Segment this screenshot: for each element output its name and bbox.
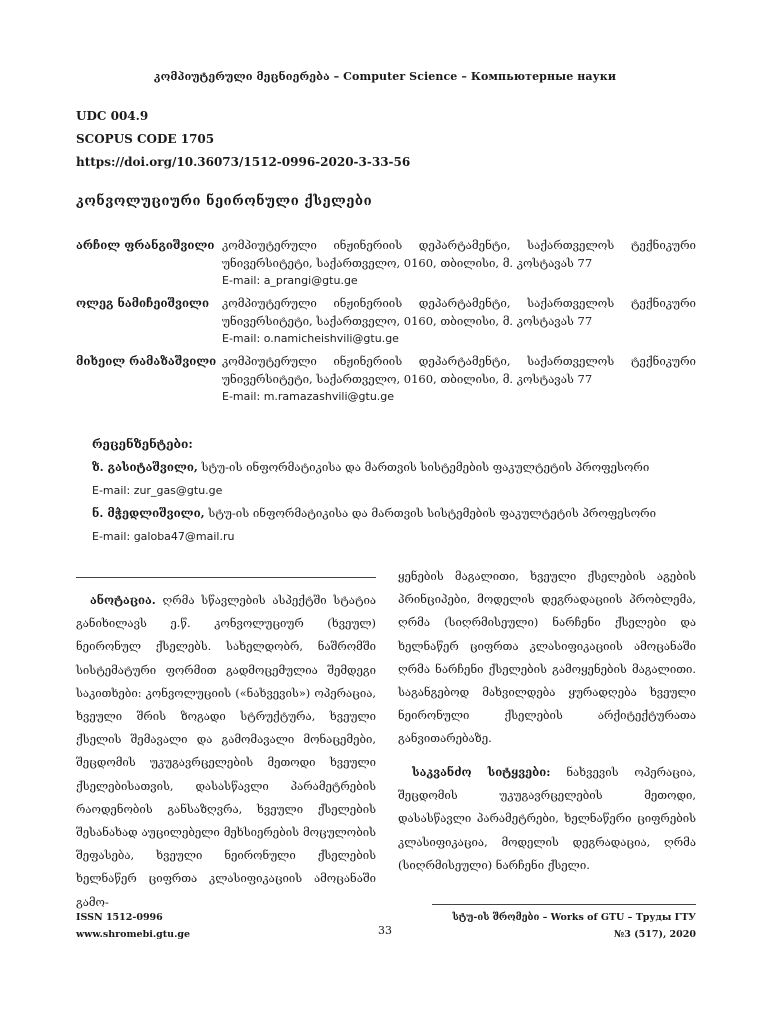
- author-affiliation: [222, 294, 696, 348]
- author-email[interactable]: E-mail: m.ramazashvili@gtu.ge: [222, 390, 395, 403]
- reviewer-email[interactable]: E-mail: galoba47@mail.ru: [92, 530, 235, 543]
- issn: ISSN 1512-0996: [76, 912, 163, 923]
- abstract-paragraph: [76, 589, 376, 914]
- author-affiliation: [222, 236, 696, 290]
- article-title: კონვოლუციური ნეირონული ქსელები: [76, 194, 373, 209]
- reviewer-role: სტუ-ის ინფორმატიკისა და მართვის სისტემების ფაკულტეტის პროფესორი: [197, 460, 650, 474]
- reviewer-name: ნ. მჭედლიშვილი,: [92, 506, 205, 520]
- issue-number: №3 (517), 2020: [613, 929, 696, 940]
- article-identifiers: [76, 105, 410, 174]
- journal-name: სტუ-ის შრომები – Works of GTU – Труды ГТУ: [452, 912, 696, 923]
- reviewer-name: ზ. გასიტაშვილი,: [92, 460, 198, 474]
- scopus-code: SCOPUS CODE 1705: [76, 132, 215, 146]
- footer-right: [453, 909, 696, 943]
- author-entry: [76, 294, 696, 348]
- running-header: კომპიუტერული მეცნიერება – Computer Science – Компьютерные науки: [153, 70, 617, 83]
- affiliation-line: კომპიუტერული ინჟინერიის დეპარტამენტი, საქართველოს ტექნიკური: [222, 354, 696, 368]
- affiliation-line: უნივერსიტეტი, საქართველო, 0160, თბილისი, მ. კოსტავას 77: [222, 314, 593, 328]
- doi-link[interactable]: https://doi.org/10.36073/1512-0996-2020-3-33-56: [76, 155, 411, 169]
- udc-code: UDC 004.9: [76, 109, 149, 123]
- affiliation-line: კომპიუტერული ინჟინერიის დეპარტამენტი, საქართველოს ტექნიკური: [222, 296, 696, 310]
- author-email[interactable]: E-mail: a_prangi@gtu.ge: [222, 274, 358, 287]
- reviewers-title: რეცენზენტები:: [92, 437, 193, 451]
- author-email[interactable]: E-mail: o.namicheishvili@gtu.ge: [222, 332, 399, 345]
- abstract-label: ანოტაცია.: [90, 593, 156, 607]
- affiliation-line: კომპიუტერული ინჟინერიის დეპარტამენტი, საქართველოს ტექნიკური: [222, 238, 696, 252]
- journal-website[interactable]: www.shromebi.gtu.ge: [76, 929, 191, 940]
- section-divider: [76, 577, 376, 578]
- footer-divider: [432, 904, 696, 905]
- author-entry: [76, 352, 696, 406]
- author-entry: [76, 236, 696, 290]
- author-name: მიხეილ რამაზაშვილი: [76, 354, 217, 368]
- abstract-continuation: ყენების მაგალითი, ხვეული ქსელების აგების პრინციპები, მოდელის დეგრადაციის პრობლემა, ღრმა (სიღრმისეული) ნარჩენი ქსელები და ხელნაწერ ციფრთა კლასიფიკაციის ამოცანაში ღრმა ნარჩენი ქსელების გამოყენების მაგალითი. საგანგებოდ მახვილდება ყურადღება ხვეული ნეირონული ქსელების არქიტექტურათა განვითარებაზე.: [398, 569, 696, 746]
- reviewer-entry: [92, 502, 702, 525]
- author-list: [76, 236, 696, 410]
- reviewer-email[interactable]: E-mail: zur_gas@gtu.ge: [92, 484, 223, 497]
- reviewers-section: [92, 433, 702, 548]
- reviewer-entry: [92, 456, 702, 479]
- keywords-paragraph: [398, 761, 696, 877]
- affiliation-line: უნივერსიტეტი, საქართველო, 0160, თბილისი, მ. კოსტავას 77: [222, 256, 593, 270]
- keywords-text: ნახვევის ოპერაცია, შეცდომის უკუგავრცელების მეთოდი, დასასწავლი პარამეტრები, ხელნაწერი ციფრების კლასიფიკაცია, მოდელის დეგრადაცია, ღრმა (სიღრმისეული) ნარჩენი ქსელი.: [398, 765, 696, 872]
- reviewer-role: სტუ-ის ინფორმატიკისა და მართვის სისტემების ფაკულტეტის პროფესორი: [204, 506, 657, 520]
- page-number: 33: [378, 924, 392, 937]
- keywords-label: საკვანძო სიტყვები:: [412, 765, 551, 779]
- abstract-text-left: ღრმა სწავლების ასპექტში სტატია განიხილავს ე.წ. კონვოლუციურ (ხვეულ) ნეირონულ ქსელებს. სახელდობრ, ნაშრომში სისტემატური ფორმით გადმოცემულია შემდეგი საკითხები: კონვოლუციის («ნახვევის») ოპერაცია, ხვეული შრის ზოგადი სტრუქტურა, ხვეული ქსელის შემავალი და გამომავალი მონაცემები, შეცდომის უკუგავრცელების მეთოდი ხვეული ქსელებისათვის, დასასწავლი პარამეტრების რაოდენობის განსაზღვრა, ხვეული ქსელების შესანახად აუცილებელი მეხსიერების მოცულობის შეფასება, ხვეული ნეირონული ქსელების ხელნაწერ ციფრთა კლასიფიკაციის ამოცანაში გამო-: [76, 593, 376, 909]
- author-affiliation: [222, 352, 696, 406]
- author-name: ოლეგ ნამიჩეიშვილი: [76, 296, 209, 310]
- author-name: არჩილ ფრანგიშვილი: [76, 238, 215, 252]
- affiliation-line: უნივერსიტეტი, საქართველო, 0160, თბილისი, მ. კოსტავას 77: [222, 372, 593, 386]
